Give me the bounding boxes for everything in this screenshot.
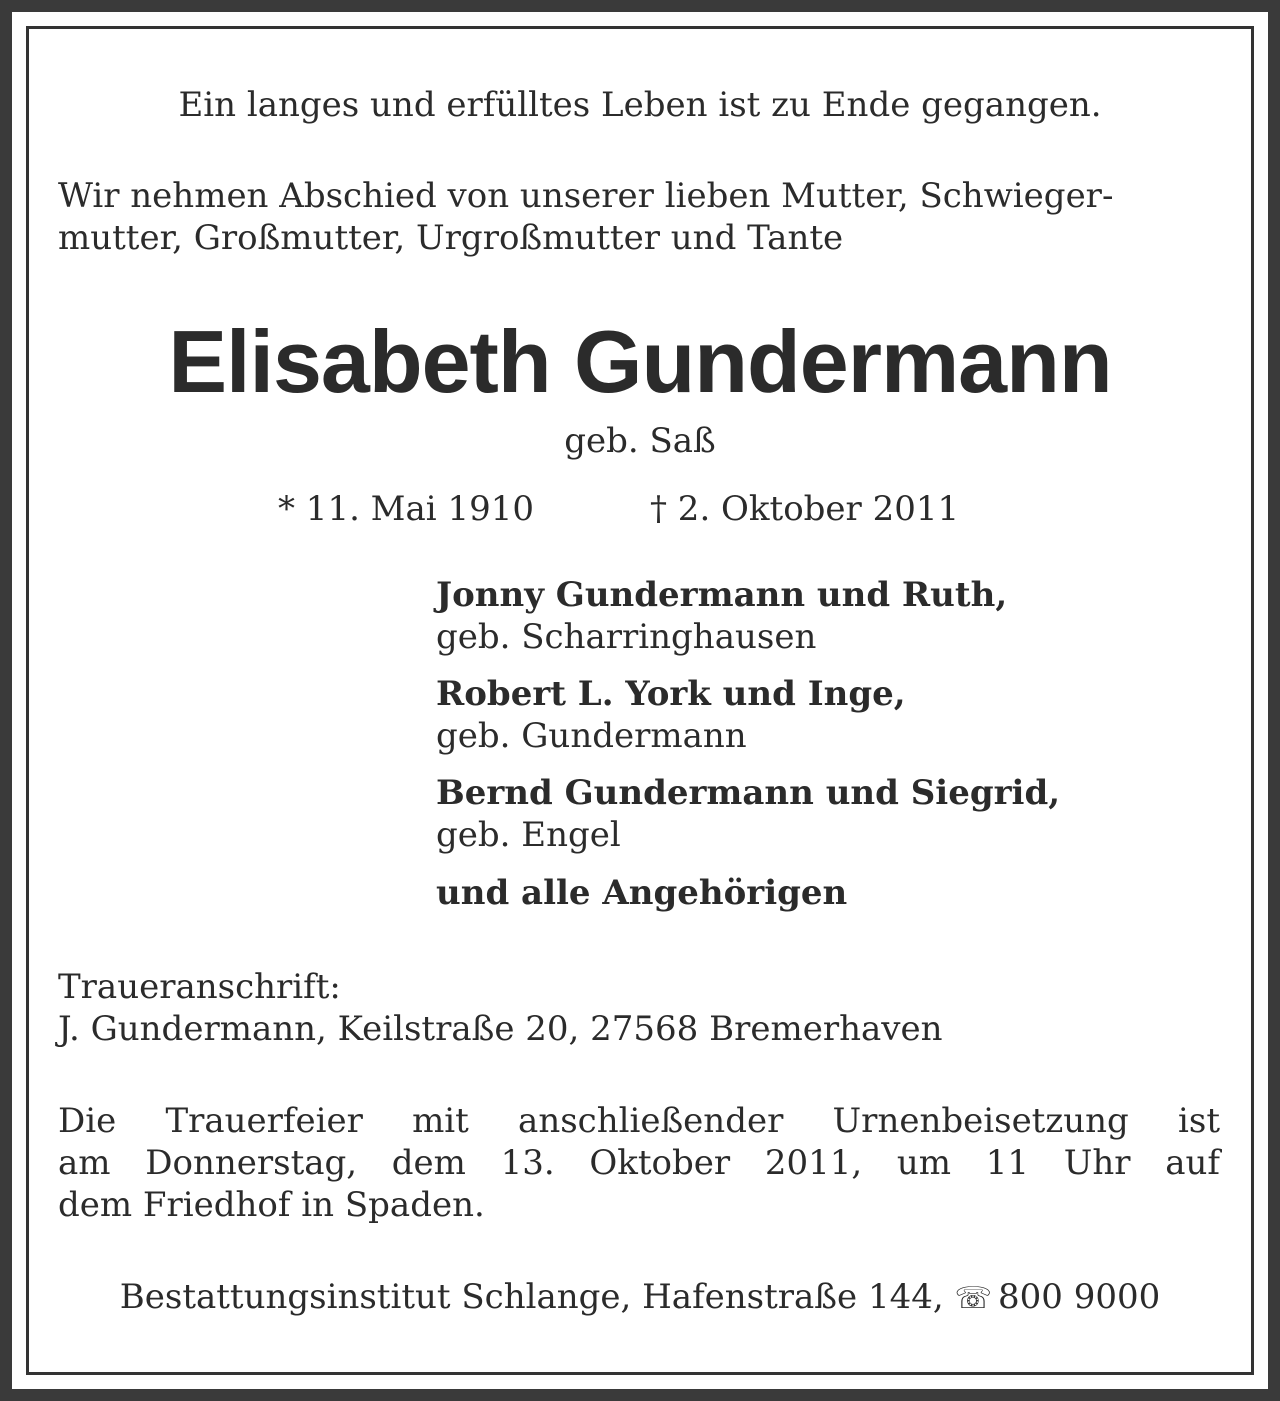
birth-date: * 11. Mai 1910	[278, 489, 534, 529]
ceremony-line-2: am Donnerstag, dem 13. Oktober 2011, um 11 Uhr auf	[58, 1143, 1220, 1183]
farewell-line-1: Wir nehmen Abschied von unserer lieben Mutter, Schwieger-	[58, 176, 1114, 216]
family-closing: und alle Angehörigen	[436, 873, 848, 913]
family-member-2-note: geb. Gundermann	[436, 716, 747, 756]
deceased-name: Elisabeth Gundermann	[168, 312, 1112, 411]
family-member-2-name: Robert L. York und Inge,	[436, 674, 906, 714]
ceremony-line-1: Die Trauerfeier mit anschließender Urnenbeisetzung ist	[58, 1101, 1220, 1141]
maiden-name: geb. Saß	[564, 421, 716, 461]
ceremony-line-3: dem Friedhof in Spaden.	[58, 1185, 485, 1225]
family-member-3-name: Bernd Gundermann und Siegrid,	[436, 773, 1061, 813]
death-date: † 2. Oktober 2011	[650, 489, 960, 529]
funeral-home	[12, 1276, 1268, 1320]
funeral-home-text: Bestattungsinstitut Schlange, Hafenstraße 144,	[119, 1277, 944, 1317]
family-member-3-note: geb. Engel	[436, 815, 621, 855]
family-member-1-name: Jonny Gundermann und Ruth,	[436, 575, 1008, 615]
farewell-line-2: mutter, Großmutter, Urgroßmutter und Tante	[58, 218, 844, 258]
obituary-notice	[12, 12, 1268, 1389]
address-label: Traueranschrift:	[58, 967, 341, 1007]
telephone-icon: ☏	[954, 1281, 992, 1316]
intro-text: Ein langes und erfülltes Leben ist zu Ende gegangen.	[178, 85, 1102, 125]
address-value: J. Gundermann, Keilstraße 20, 27568 Bremerhaven	[58, 1009, 943, 1049]
family-member-1-note: geb. Scharringhausen	[436, 617, 817, 657]
funeral-home-phone: 800 9000	[997, 1277, 1161, 1317]
